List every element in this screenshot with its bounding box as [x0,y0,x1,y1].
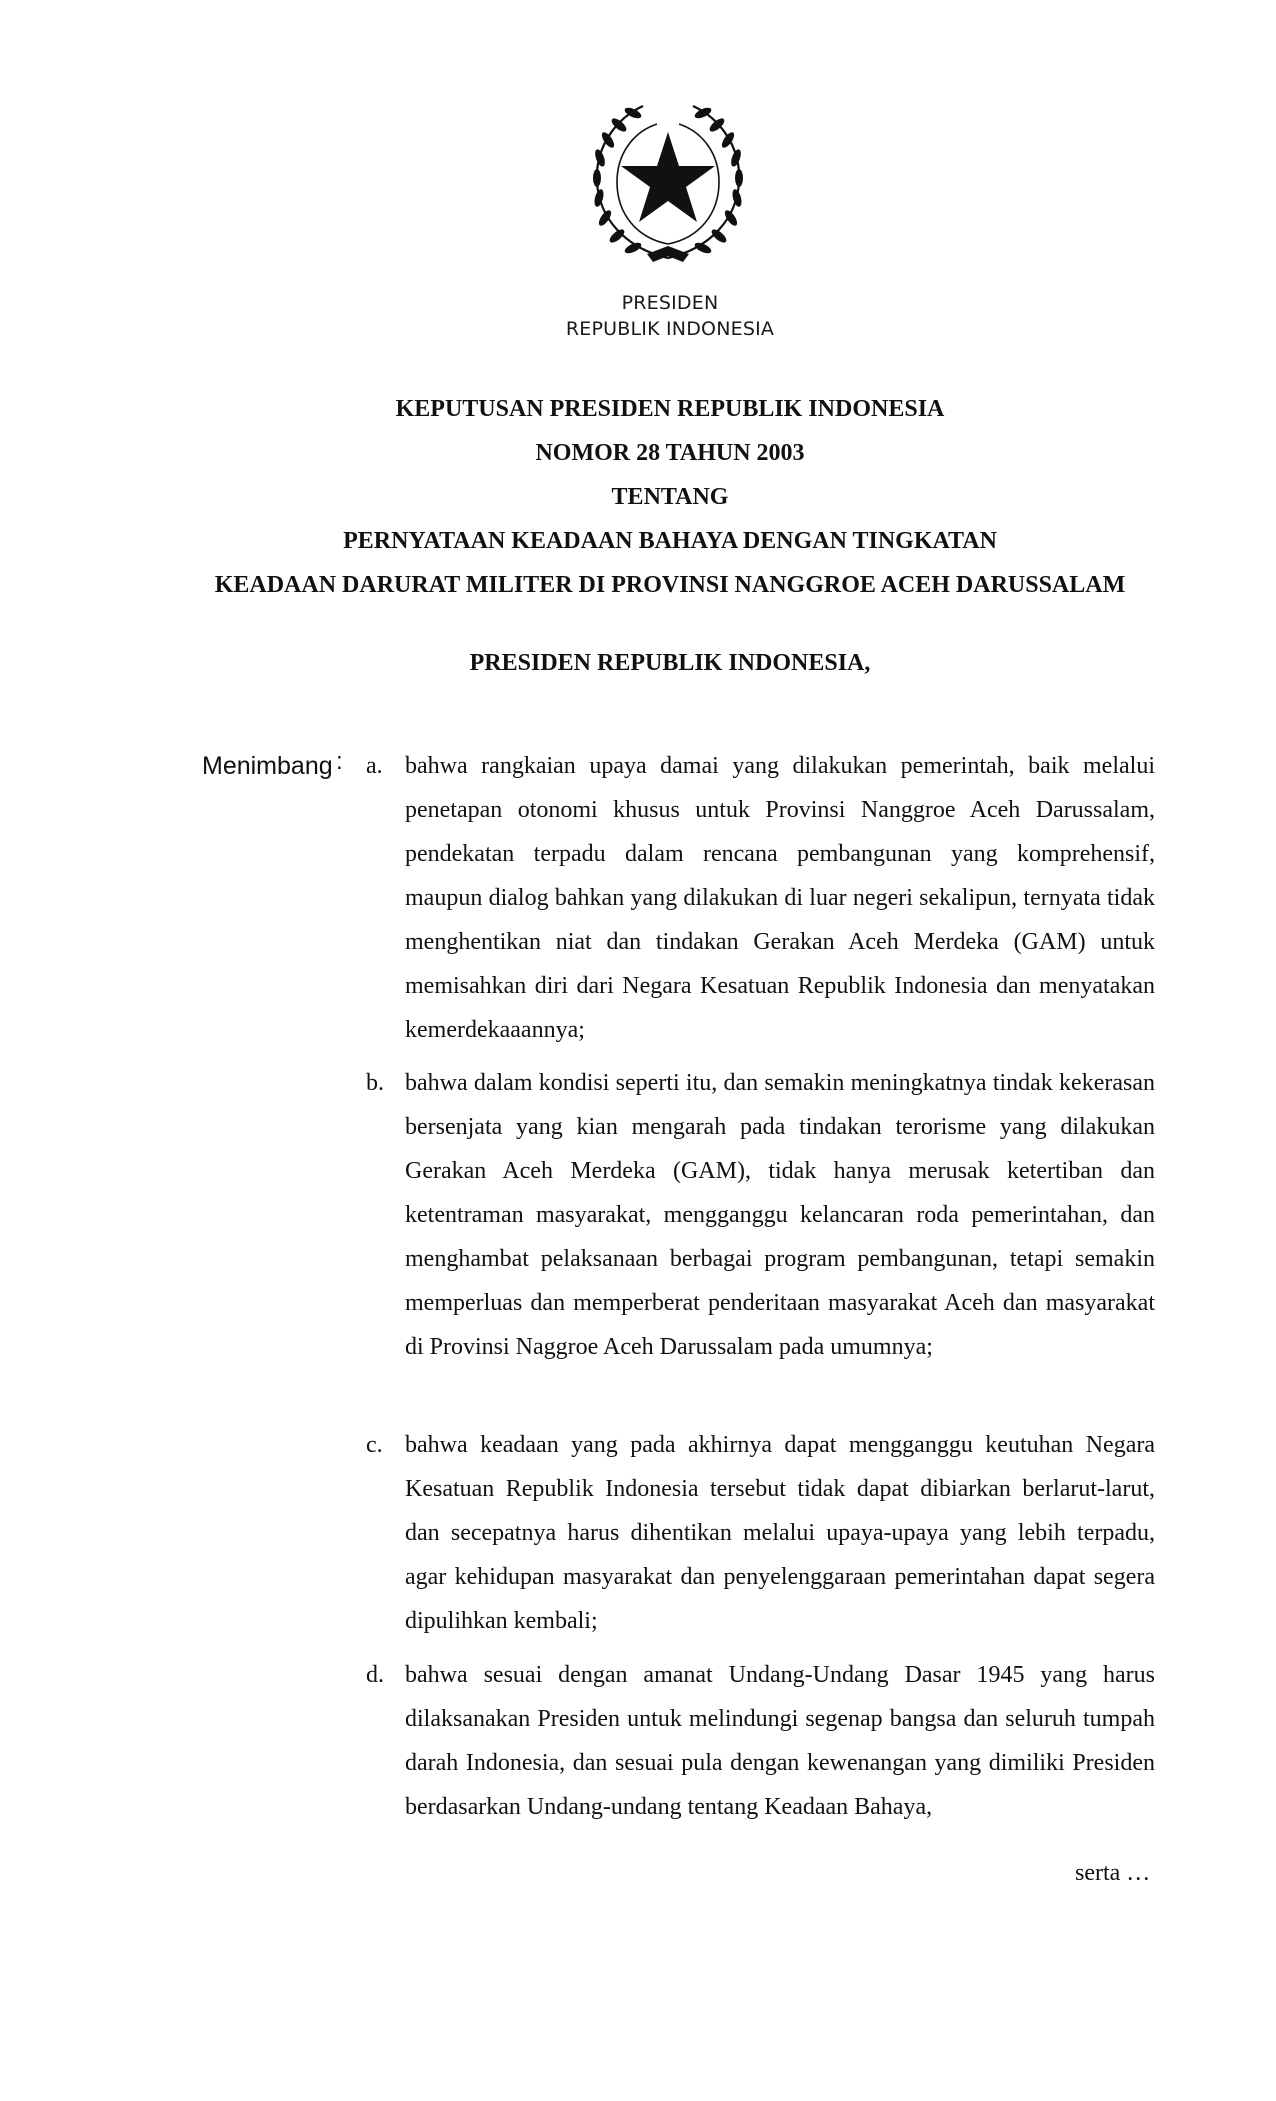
item-text: bahwa dalam kondisi seperti itu, dan semakin meningkatnya tindak kekerasan bersenjata yang kian mengarah pada tindakan terorisme yang dilakukan Gerakan Aceh Merdeka (GAM), tidak hanya merusak ketertiban dan ketentraman masyarakat, mengganggu kelancaran roda pemerintahan, dan menghambat pelaksanaan berbagai program pembangunan, tetapi semakin memperluas dan memperberat penderitaan masyarakat Aceh dan masyarakat di Provinsi Naggroe Aceh Darussalam pada umumnya; [405,1070,1155,1360]
item-text: bahwa keadaan yang pada akhirnya dapat mengganggu keutuhan Negara Kesatuan Republik Indonesia tersebut tidak dapat dibiarkan berlarut-larut, dan secepatnya harus dihentikan melalui upaya-upaya yang lebih terpadu, agar kehidupan masyarakat dan penyelenggaraan pemerintahan dapat segera dipulihkan kembali; [405,1432,1155,1634]
decree-title: KEPUTUSAN PRESIDEN REPUBLIK INDONESIA [395,396,945,422]
office-line-republic: REPUBLIK INDONESIA [565,318,775,340]
item-letter: d. [366,1662,384,1688]
decree-subject-line2: KEADAAN DARURAT MILITER DI PROVINSI NANGGROE ACEH DARUSSALAM [214,572,1126,598]
item-letter: b. [366,1070,384,1096]
state-emblem-icon [585,98,751,266]
considering-label: Menimbang [202,752,333,780]
decree-issuer: PRESIDEN REPUBLIK INDONESIA, [469,650,871,676]
decree-subject-line1: PERNYATAAN KEADAAN BAHAYA DENGAN TINGKATAN [343,528,997,554]
item-letter: c. [366,1432,383,1458]
decree-about: TENTANG [611,484,729,510]
page-continuation: serta … [1075,1860,1151,1886]
decree-number: NOMOR 28 TAHUN 2003 [535,440,805,466]
item-text: bahwa rangkaian upaya damai yang dilakukan pemerintah, baik melalui penetapan otonomi khusus untuk Provinsi Nanggroe Aceh Darussalam, pendekatan terpadu dalam rencana pembangunan yang komprehensif, maupun dialog bahkan yang dilakukan di luar negeri sekalipun, ternyata tidak menghentikan niat dan tindakan Gerakan Aceh Merdeka (GAM) untuk memisahkan diri dari Negara Kesatuan Republik Indonesia dan menyatakan kemerdekaaannya; [405,753,1155,1043]
item-text: bahwa sesuai dengan amanat Undang-Undang Dasar 1945 yang harus dilaksanakan Presiden untuk melindungi segenap bangsa dan seluruh tumpah darah Indonesia, dan sesuai pula dengan kewenangan yang dimiliki Presiden berdasarkan Undang-undang tentang Keadaan Bahaya, [405,1662,1155,1820]
item-letter: a. [366,753,383,779]
considering-colon: : [336,748,343,775]
office-line-president: PRESIDEN [621,292,719,314]
